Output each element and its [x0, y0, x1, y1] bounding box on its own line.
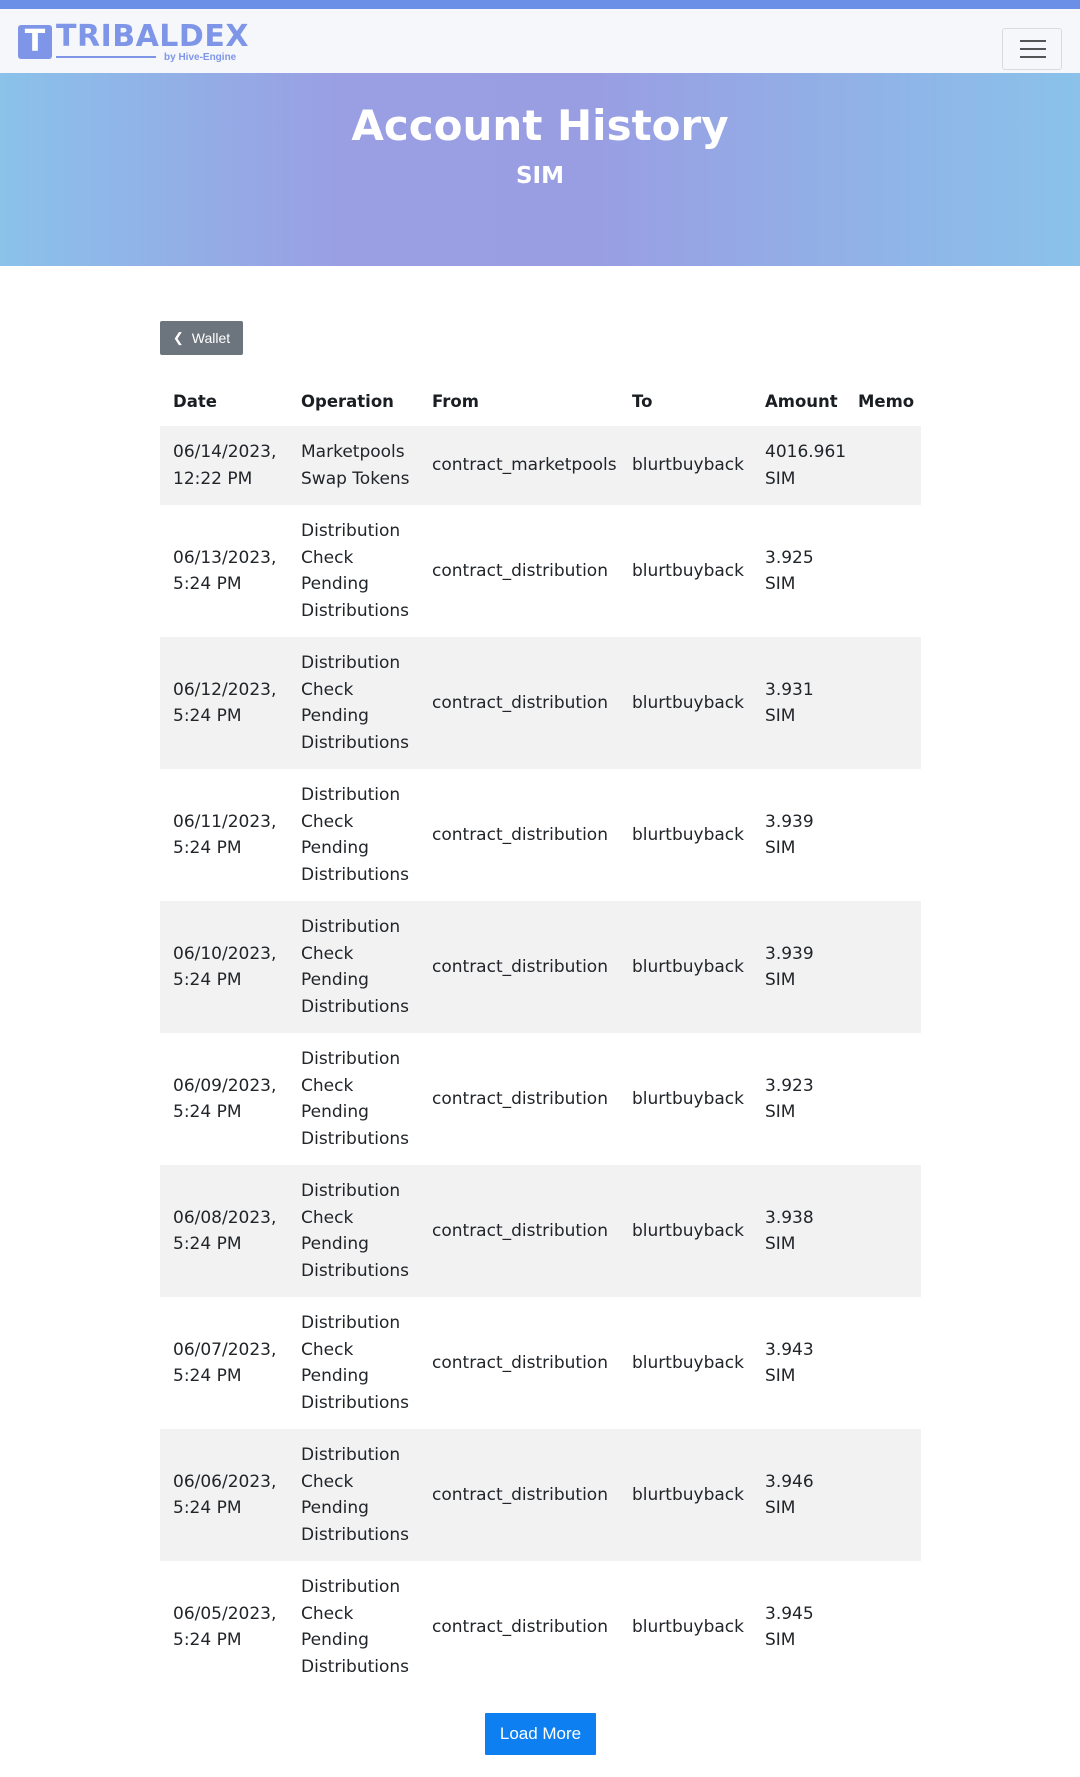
cell-memo: [845, 1429, 921, 1561]
header-to: To: [632, 391, 653, 411]
cell-operation: Distribution Check Pending Distributions: [301, 1445, 410, 1545]
cell-amount: 3.931 SIM: [765, 679, 814, 726]
logo-underline: [56, 56, 156, 58]
cell-from: contract_distribution: [432, 560, 608, 581]
cell-operation: Distribution Check Pending Distributions: [301, 1049, 410, 1149]
cell-memo: [845, 637, 921, 769]
cell-to: blurtbuyback: [632, 956, 744, 977]
table-row: [160, 505, 921, 637]
cell-from: contract_distribution: [432, 1616, 608, 1637]
cell-date: 06/11/2023, 5:24 PM: [173, 811, 277, 858]
table-row: [160, 901, 921, 1033]
cell-amount: 3.946 SIM: [765, 1471, 814, 1518]
top-accent-bar: [0, 0, 1080, 9]
cell-operation: Distribution Check Pending Distributions: [301, 521, 410, 621]
chevron-left-icon: ❮: [172, 330, 184, 345]
header-from: From: [432, 391, 479, 411]
cell-to: blurtbuyback: [632, 455, 744, 476]
cell-date: 06/05/2023, 5:24 PM: [173, 1603, 277, 1650]
table-row: [160, 1297, 921, 1429]
cell-amount: 3.939 SIM: [765, 811, 814, 858]
cell-date: 06/12/2023, 5:24 PM: [173, 679, 277, 726]
cell-memo: [845, 901, 921, 1033]
table-row: [160, 1165, 921, 1297]
logo-wordmark: TRIBALDEX: [56, 19, 249, 54]
cell-amount: 3.945 SIM: [765, 1603, 814, 1650]
cell-operation: Distribution Check Pending Distributions: [301, 1577, 410, 1677]
header-date: Date: [173, 391, 217, 411]
back-to-wallet-button[interactable]: [160, 321, 243, 355]
cell-date: 06/07/2023, 5:24 PM: [173, 1339, 277, 1386]
logo-tagline: by Hive-Engine: [164, 52, 237, 63]
cell-date: 06/09/2023, 5:24 PM: [173, 1075, 277, 1122]
header-operation: Operation: [301, 391, 394, 411]
cell-from: contract_marketpools: [432, 455, 617, 476]
cell-date: 06/06/2023, 5:24 PM: [173, 1471, 277, 1518]
cell-from: contract_distribution: [432, 824, 608, 845]
cell-operation: Distribution Check Pending Distributions: [301, 1313, 410, 1413]
logo-mark: T: [18, 25, 52, 59]
header-amount: Amount: [765, 391, 838, 411]
cell-memo: [845, 505, 921, 637]
back-to-wallet-label: Wallet: [191, 330, 231, 346]
cell-operation: Distribution Check Pending Distributions: [301, 785, 410, 885]
cell-operation: Marketpools Swap Tokens: [301, 442, 410, 489]
cell-memo: [845, 1165, 921, 1297]
account-history-table: [160, 376, 921, 1693]
cell-to: blurtbuyback: [632, 1484, 744, 1505]
cell-memo: [845, 426, 921, 505]
table-row: [160, 1429, 921, 1561]
table-row: [160, 426, 921, 505]
page-hero: [0, 73, 1080, 266]
cell-from: contract_distribution: [432, 692, 608, 713]
cell-amount: 4016.961 SIM: [765, 442, 847, 489]
load-more-button[interactable]: Load More: [485, 1713, 596, 1755]
cell-operation: Distribution Check Pending Distributions: [301, 653, 410, 753]
cell-memo: [845, 1033, 921, 1165]
cell-to: blurtbuyback: [632, 824, 744, 845]
page-title: Account History: [351, 101, 729, 150]
cell-from: contract_distribution: [432, 1088, 608, 1109]
cell-from: contract_distribution: [432, 1352, 608, 1373]
cell-memo: [845, 1297, 921, 1429]
cell-operation: Distribution Check Pending Distributions: [301, 917, 410, 1017]
cell-amount: 3.938 SIM: [765, 1207, 814, 1254]
token-symbol: SIM: [515, 163, 564, 189]
cell-from: contract_distribution: [432, 956, 608, 977]
cell-date: 06/08/2023, 5:24 PM: [173, 1207, 277, 1254]
cell-amount: 3.943 SIM: [765, 1339, 814, 1386]
cell-from: contract_distribution: [432, 1220, 608, 1241]
cell-memo: [845, 769, 921, 901]
cell-amount: 3.939 SIM: [765, 943, 814, 990]
cell-to: blurtbuyback: [632, 1616, 744, 1637]
cell-to: blurtbuyback: [632, 1352, 744, 1373]
table-header-row: [160, 376, 921, 426]
cell-to: blurtbuyback: [632, 560, 744, 581]
cell-to: blurtbuyback: [632, 692, 744, 713]
table-row: [160, 637, 921, 769]
cell-date: 06/13/2023, 5:24 PM: [173, 547, 277, 594]
cell-date: 06/14/2023, 12:22 PM: [173, 442, 277, 489]
cell-amount: 3.925 SIM: [765, 547, 814, 594]
cell-from: contract_distribution: [432, 1484, 608, 1505]
table-row: [160, 769, 921, 901]
table-row: [160, 1561, 921, 1693]
cell-operation: Distribution Check Pending Distributions: [301, 1181, 410, 1281]
hamburger-menu-icon[interactable]: [1002, 28, 1062, 70]
cell-amount: 3.923 SIM: [765, 1075, 814, 1122]
table-row: [160, 1033, 921, 1165]
cell-memo: [845, 1561, 921, 1693]
cell-to: blurtbuyback: [632, 1088, 744, 1109]
navbar: [0, 9, 1080, 73]
tribaldex-logo[interactable]: [18, 19, 258, 63]
header-memo: Memo: [858, 391, 915, 411]
cell-date: 06/10/2023, 5:24 PM: [173, 943, 277, 990]
cell-to: blurtbuyback: [632, 1220, 744, 1241]
